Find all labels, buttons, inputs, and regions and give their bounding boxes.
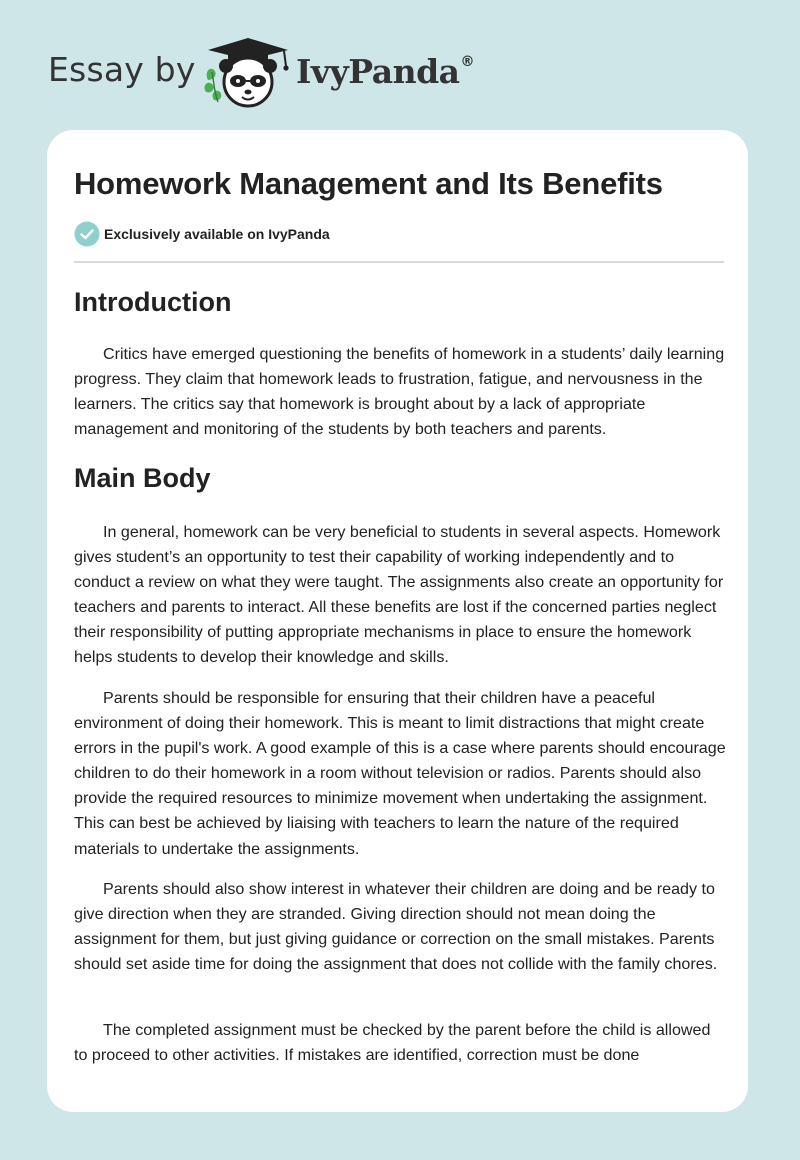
essay-by-label: Essay by bbox=[48, 50, 196, 89]
paragraph: Parents should be responsible for ensuring that their children have a peaceful environment of doing their homework. This is meant to limit distractions that might create errors in the pupil's work. A good example of this is a case where parents should encourage children to do their homework in a room without television or radios. Parents should also provide the required resources to minimize movement when undertaking the assignment. This can best be achieved by liaising with teachers to learn the nature of the required materials to undertake the assignments. bbox=[74, 689, 726, 858]
section-heading-introduction: Introduction bbox=[74, 287, 232, 317]
title-divider bbox=[74, 261, 724, 263]
paragraph: Critics have emerged questioning the benefits of homework in a students’ daily learning progress. They claim that homework leads to frustration, fatigue, and nervousness in the learners. The critics say that homework is brought about by a lack of appropriate management and monitoring of the students by both teachers and parents. bbox=[74, 345, 725, 439]
registered-mark: ® bbox=[460, 54, 475, 70]
site-header bbox=[0, 0, 800, 120]
paragraph: The completed assignment must be checked by the parent before the child is allowed to proceed to other activities. If mistakes are identified, correction must be done bbox=[74, 1021, 711, 1065]
exclusive-badge bbox=[74, 221, 330, 247]
paragraph: In general, homework can be very beneficial to students in several aspects. Homework gives student’s an opportunity to test their capability of working independently and to conduct a review on what they were taught. The assignments also create an opportunity for teachers and parents to interact. All these benefits are lost if the concerned parties neglect their responsibility of putting appropriate mechanisms in place to ensure the homework helps students to develop their knowledge and skills. bbox=[74, 523, 724, 667]
exclusive-text: Exclusively available on IvyPanda bbox=[104, 226, 330, 242]
essay-card bbox=[47, 130, 748, 1112]
paragraph: Parents should also show interest in whatever their children are doing and be ready to give direction when they are stranded. Giving direction should not mean doing the assignment for them, but just giving guidance or correction on the small mistakes. Parents should set aside time for doing the assignment that does not collide with the family chores. bbox=[74, 880, 718, 974]
section-heading-main-body: Main Body bbox=[74, 463, 211, 493]
panda-graduate-logo-icon[interactable] bbox=[202, 36, 294, 110]
essay-title: Homework Management and Its Benefits bbox=[74, 166, 663, 201]
ivypanda-brand-name[interactable]: IvyPanda® bbox=[296, 52, 475, 91]
check-circle-icon bbox=[74, 221, 100, 247]
